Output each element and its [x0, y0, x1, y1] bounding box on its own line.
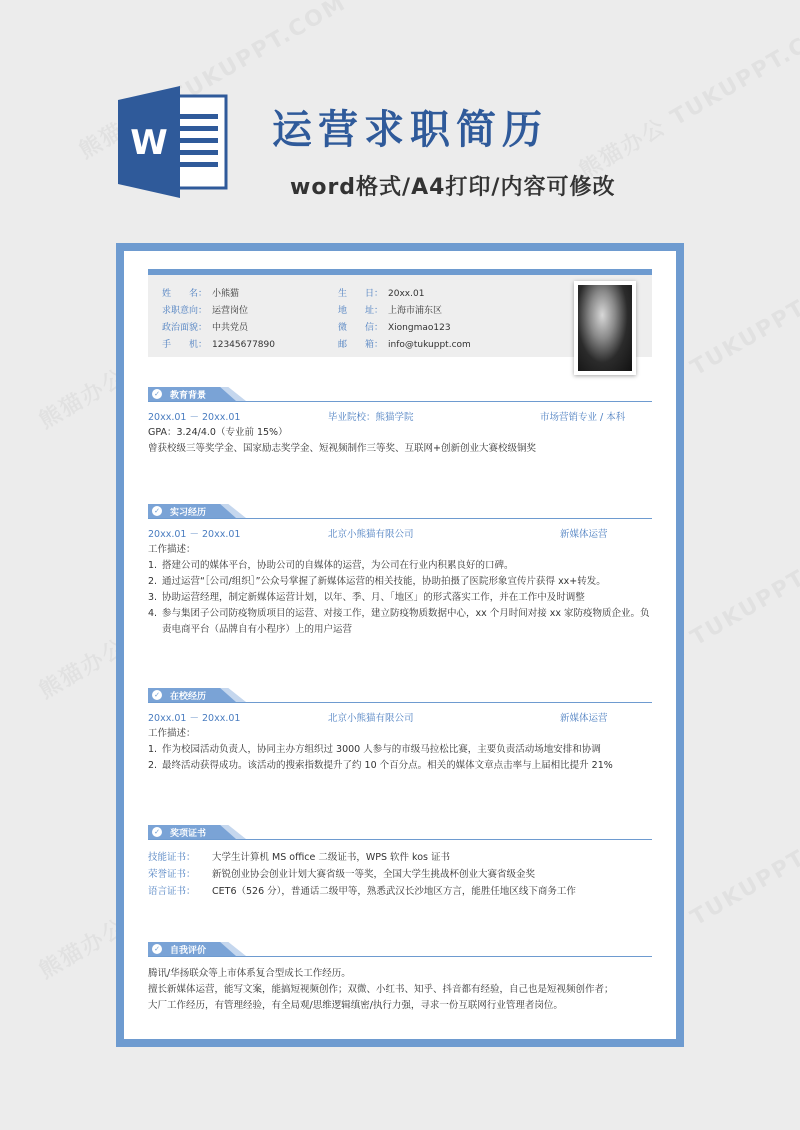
section-campus [148, 688, 652, 774]
list-item: 3. 协助运营经理，制定新媒体运营计划，以年、季、月、「地区」的形式落实工作，并在工作中及时调整 [148, 592, 585, 603]
page-title: 运营求职简历 [272, 107, 548, 153]
internship-role: 新媒体运营 [560, 529, 608, 540]
self-eval-line: 腾讯/华扬联众等上市体系复合型成长工作经历。 [148, 968, 351, 979]
award-row: 技能证书： 大学生计算机 MS office 二级证书，WPS 软件 kos 证书 [148, 852, 450, 863]
award-row: 语言证书： CET6（526 分），普通话二级甲等，熟悉武汉长沙地区方言，能胜任地区线下商务工作 [148, 886, 576, 897]
page-subtitle: word格式/A4打印/内容可修改 [290, 175, 616, 200]
education-honors: 曾获校级三等奖学金、国家励志奖学金、短视频制作三等奖、互联网+创新创业大赛校级铜奖 [148, 443, 536, 454]
section-header [148, 688, 652, 704]
internship-period: 20xx.01 － 20xx.01 [148, 529, 241, 540]
word-icon [118, 86, 228, 198]
section-education [148, 387, 652, 457]
section-title: 教育背景 [170, 391, 207, 401]
section-title: 奖项证书 [170, 829, 207, 839]
campus-period: 20xx.01 － 20xx.01 [148, 713, 241, 724]
check-circle-icon: ✓ [152, 506, 162, 516]
self-eval-line: 大厂工作经历，有管理经验，有全局观/思维逻辑缜密/执行力强，寻求一份互联网行业管理者岗位。 [148, 1000, 563, 1011]
section-header [148, 387, 652, 403]
profile-birth: 生 日： 20xx.01 [338, 289, 425, 299]
profile-photo [574, 281, 636, 375]
award-row: 荣誉证书： 新锐创业协会创业计划大赛省级一等奖，全国大学生挑战杯创业大赛省级金奖 [148, 869, 536, 880]
campus-meta [148, 710, 652, 726]
check-circle-icon: ✓ [152, 389, 162, 399]
section-self-eval [148, 942, 652, 1014]
list-item: 1. 作为校园活动负责人，协同主办方组织过 3000 人参与的市级马拉松比赛，主要负责活动场地安排和协调 [148, 744, 601, 755]
resume-paper [124, 251, 676, 1039]
section-title: 自我评价 [170, 946, 207, 956]
section-header [148, 825, 652, 841]
campus-role: 新媒体运营 [560, 713, 608, 724]
check-circle-icon: ✓ [152, 827, 162, 837]
list-item: 2. 最终活动获得成功。该活动的搜索指数提升了约 10 个百分点。相关的媒体文章点击率与上届相比提升 21% [148, 760, 613, 771]
education-gpa: GPA：3.24/4.0（专业前 15%） [148, 427, 288, 438]
svg-text:W: W [130, 123, 168, 163]
profile-address: 地 址： 上海市浦东区 [338, 306, 443, 316]
campus-list [148, 742, 652, 774]
internship-meta [148, 526, 652, 542]
check-circle-icon: ✓ [152, 944, 162, 954]
watermark [573, 6, 800, 185]
campus-company: 北京小熊猫有限公司 [328, 713, 414, 724]
self-eval-line: 擅长新媒体运营，能写文案，能搞短视频创作；双微、小红书、知乎、抖音都有经验，自己也是短视频创作者； [148, 984, 614, 995]
internship-list [148, 558, 652, 638]
section-title: 在校经历 [170, 692, 207, 702]
profile-phone: 手 机： 12345677890 [162, 340, 275, 350]
list-item: 2. 通过运营“［公司/组织］”公众号掌握了新媒体运营的相关技能，协助拍摄了医院形象宣传片获得 xx+转发。 [148, 576, 606, 587]
check-circle-icon: ✓ [152, 690, 162, 700]
profile-name: 姓 名： 小熊猫 [162, 289, 240, 299]
education-meta [148, 409, 652, 425]
internship-desc-label: 工作描述： [148, 544, 196, 555]
section-header [148, 942, 652, 958]
portrait-image [578, 285, 632, 371]
education-major: 市场营销专业 / 本科 [540, 412, 626, 423]
campus-desc-label: 工作描述： [148, 728, 196, 739]
section-title: 实习经历 [170, 508, 207, 518]
profile-intent: 求职意向： 运营岗位 [162, 306, 249, 316]
profile-politics: 政治面貌： 中共党员 [162, 323, 249, 333]
education-school: 毕业院校：熊猫学院 [328, 412, 414, 423]
education-period: 20xx.01 － 20xx.01 [148, 412, 241, 423]
section-header [148, 504, 652, 520]
profile-wechat: 微 信： Xiongmao123 [338, 323, 451, 333]
internship-company: 北京小熊猫有限公司 [328, 529, 414, 540]
section-internship [148, 504, 652, 638]
list-item: 1. 搭建公司的媒体平台，协助公司的自媒体的运营，为公司在行业内积累良好的口碑。 [148, 560, 514, 571]
list-item: 4. 参与集团子公司防疫物质项目的运营、对接工作，建立防疫物质数据中心，xx 个月时间对接 xx 家防疫物质企业。负责电商平台（品牌自有小程序）上的用户运营 [148, 608, 650, 635]
section-awards [148, 825, 652, 900]
profile-email: 邮 箱： info@tukuppt.com [338, 340, 471, 350]
